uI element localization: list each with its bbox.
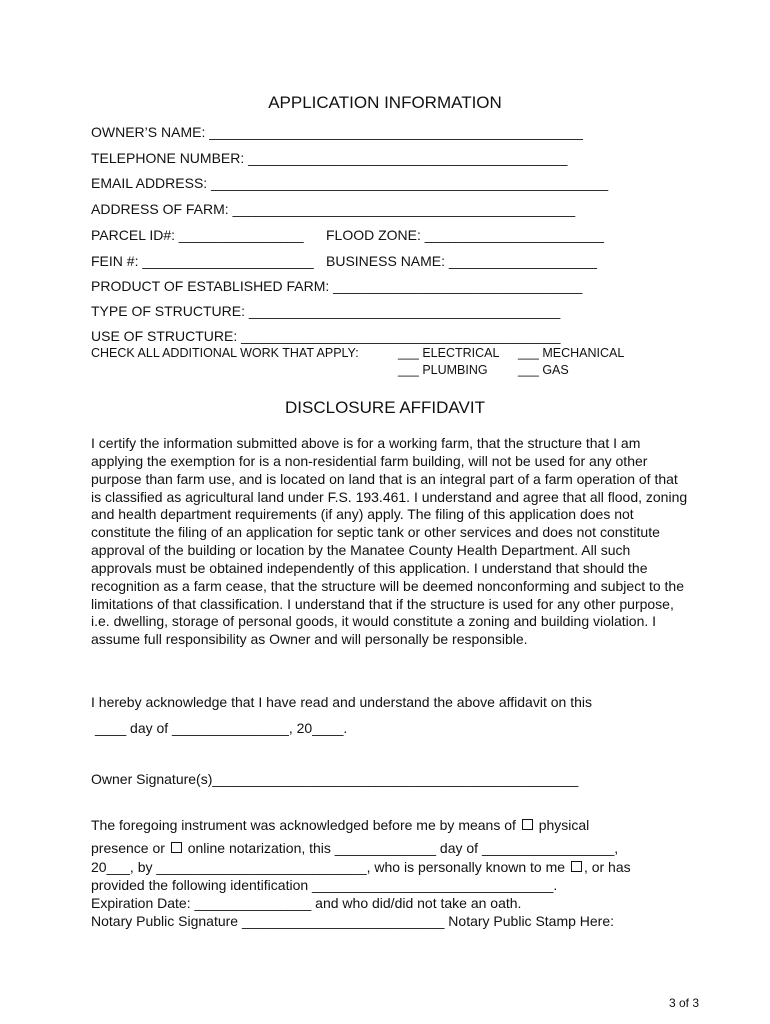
page-number: 3 of 3 bbox=[668, 996, 699, 1010]
online-notarization-text[interactable]: online notarization, this _____________ day of _________________, bbox=[187, 840, 619, 856]
parcel-id-field[interactable]: PARCEL ID#: ________________ bbox=[91, 227, 304, 243]
gas-option[interactable]: ___ GAS bbox=[518, 363, 569, 377]
affidavit-paragraph: I certify the information submitted above is for a working farm, that the structure that I am applying the exemption for is a non-residential farm building, will not be used for any other purpose than farm use, and is located on land that is an integral part of a farm operation of that is classified as agricultural land under F.S. 193.461. I understand and agree that all flood, zoning and health department requirements (if any) apply. The filing of this application does not constitute the filing of an application for septic tank or other services and does not constitute approval of the building or location by the Manatee County Health Department. All such approvals must be obtained independently of this application. I understand that should the recognition as a farm cease, that the structure will be deemed nonconforming and subject to the limitations of that classification. I understand that if the structure is used for any other purpose, i.e. dwelling, storage of personal goods, it would constitute a zoning and building violation. I assume full responsibility as Owner and will personally be responsible. bbox=[91, 435, 688, 648]
owner-signature-line[interactable]: Owner Signature(s)_______________________________________________ bbox=[91, 771, 579, 787]
electrical-option[interactable]: ___ ELECTRICAL bbox=[398, 346, 500, 360]
farm-product-field[interactable]: PRODUCT OF ESTABLISHED FARM: ________________________________ bbox=[91, 278, 583, 294]
telephone-field[interactable]: TELEPHONE NUMBER: _________________________________________ bbox=[91, 150, 568, 166]
or-has-text: , or has bbox=[583, 859, 631, 875]
online-notarization-checkbox[interactable] bbox=[171, 842, 182, 853]
email-field[interactable]: EMAIL ADDRESS: ___________________________________________________ bbox=[91, 175, 609, 191]
structure-use-field[interactable]: USE OF STRUCTURE: _________________________________________ bbox=[91, 328, 561, 344]
acknowledge-date-line[interactable]: ____ day of _______________, 20____. bbox=[95, 720, 348, 736]
application-title: APPLICATION INFORMATION bbox=[268, 93, 502, 112]
additional-work-label: CHECK ALL ADDITIONAL WORK THAT APPLY: bbox=[91, 346, 359, 360]
mechanical-option[interactable]: ___ MECHANICAL bbox=[518, 346, 625, 360]
fein-field[interactable]: FEIN #: ______________________ bbox=[91, 253, 314, 269]
notary-signature-line[interactable]: Notary Public Signature __________________________ Notary Public Stamp Here: bbox=[91, 913, 615, 929]
physical-label: physical bbox=[538, 817, 590, 833]
notary-year-by-text[interactable]: 20___, by ___________________________, who is personally known to me bbox=[91, 859, 566, 875]
notary-line-2 bbox=[91, 840, 618, 856]
structure-type-field[interactable]: TYPE OF STRUCTURE: ________________________________________ bbox=[91, 303, 561, 319]
notary-means-text: The foregoing instrument was acknowledged before me by means of bbox=[91, 817, 516, 833]
physical-presence-checkbox[interactable] bbox=[522, 819, 533, 830]
presence-or-text: presence or bbox=[91, 840, 165, 856]
owners-name-field[interactable]: OWNER’S NAME: ________________________________________________ bbox=[91, 124, 583, 140]
affidavit-title: DISCLOSURE AFFIDAVIT bbox=[285, 398, 485, 417]
acknowledge-text: I hereby acknowledge that I have read and understand the above affidavit on this bbox=[91, 694, 592, 710]
plumbing-option[interactable]: ___ PLUMBING bbox=[398, 363, 488, 377]
personally-known-checkbox[interactable] bbox=[571, 861, 582, 872]
notary-line-1 bbox=[91, 817, 589, 833]
identification-line[interactable]: provided the following identification _______________________________. bbox=[91, 877, 558, 893]
farm-address-field[interactable]: ADDRESS OF FARM: ____________________________________________ bbox=[91, 201, 576, 217]
flood-zone-field[interactable]: FLOOD ZONE: _______________________ bbox=[326, 227, 604, 243]
business-name-field[interactable]: BUSINESS NAME: ___________________ bbox=[326, 253, 597, 269]
notary-line-3 bbox=[91, 859, 631, 875]
expiration-date-line[interactable]: Expiration Date: _______________ and who did/did not take an oath. bbox=[91, 895, 522, 911]
